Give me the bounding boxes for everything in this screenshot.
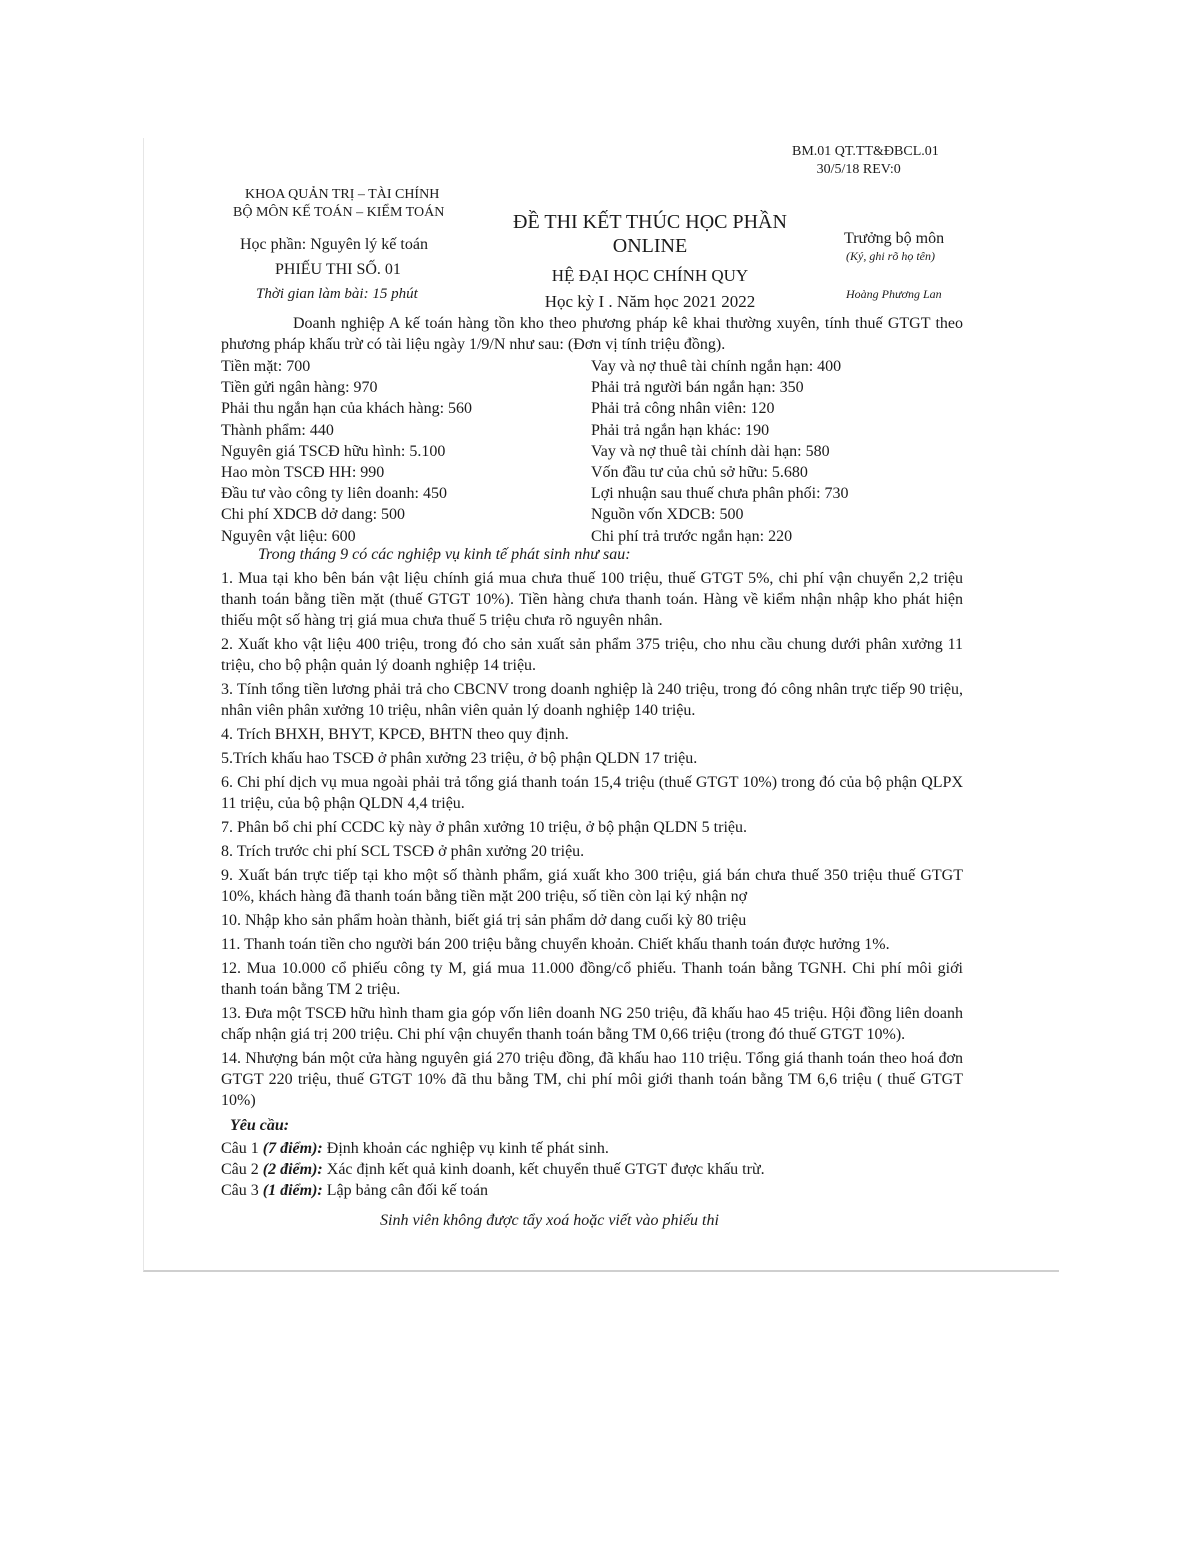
balance-item: Phải trả ngắn hạn khác: 190 [591,421,770,439]
department-name: BỘ MÔN KẾ TOÁN – KIỂM TOÁN [233,205,445,220]
operation-item: 6. Chi phí dịch vụ mua ngoài phải trả tổng giá thanh toán 15,4 triệu (thuế GTGT 10%) trong đó của bộ phận QLPX 11 triệu, của bộ phận QLDN 4,4 triệu. [221,774,963,812]
balance-item: Vay và nợ thuê tài chính dài hạn: 580 [591,442,830,460]
question-points: (1 điểm): [262,1182,323,1199]
question-item [221,1138,765,1159]
exam-duration: Thời gian làm bài: 15 phút [256,286,418,302]
question-label: Câu 1 [221,1140,259,1157]
balance-item: Chi phí trả trước ngắn hạn: 220 [591,527,793,545]
balance-item: Phải trả công nhân viên: 120 [591,400,775,418]
course-name: Học phần: Nguyên lý kế toán [240,236,428,253]
head-of-department-label: Trưởng bộ môn [844,230,945,247]
operation-item: 9. Xuất bán trực tiếp tại kho một số thành phẩm, giá xuất kho 300 triệu, giá bán chưa thuế 350 triệu thuế GTGT 10%, khách hàng đã thanh toán bằng tiền mặt 200 triệu, số tiền còn lại ký nhận nợ [221,867,963,905]
balance-item: Chi phí XDCB dở dang: 500 [221,506,406,524]
balance-item: Thành phẩm: 440 [221,421,334,439]
question-label: Câu 3 [221,1182,259,1199]
exam-sheet-number: PHIẾU THI SỐ. 01 [275,261,401,278]
exam-title [500,210,800,258]
balance-item: Tiền gửi ngân hàng: 970 [221,379,378,397]
requirements-title: Yêu cầu: [230,1117,290,1134]
balance-item: Vốn đầu tư của chủ sở hữu: 5.680 [591,464,808,482]
balance-item: Hao mòn TSCĐ HH: 990 [221,464,385,482]
opening-balances [221,356,963,547]
operation-item: 12. Mua 10.000 cổ phiếu công ty M, giá mua 11.000 đồng/cổ phiếu. Thanh toán bằng TGNH. Chi phí môi giới thanh toán bằng TM 2 triệu. [221,960,963,998]
question-label: Câu 2 [221,1161,259,1178]
operation-item: 8. Trích trước chi phí SCL TSCĐ ở phân xưởng 20 triệu. [221,843,585,860]
balance-item: Vay và nợ thuê tài chính ngắn hạn: 400 [591,358,842,375]
faculty-name: KHOA QUẢN TRỊ – TÀI CHÍNH [245,187,440,202]
document-code-line: BM.01 QT.TT&ĐBCL.01 [792,144,939,159]
education-system: HỆ ĐẠI HỌC CHÍNH QUY [551,266,749,285]
balance-item: Đầu tư vào công ty liên doanh: 450 [221,485,447,503]
operation-item: 1. Mua tại kho bên bán vật liệu chính giá mua chưa thuế 100 triệu, thuế GTGT 5%, chi phí vận chuyển 2,2 triệu thanh toán bằng tiền mặt (thuế GTGT 10%). Tiền hàng chưa thanh toán. Hàng về kiểm nhận nhập kho phát hiện thiếu một số hàng trị giá mua chưa thuế 5 triệu chưa rõ nguyên nhân. [221,570,963,629]
document-revision-line: 30/5/18 REV:0 [816,162,901,177]
exam-title-line: ĐỀ THI KẾT THÚC HỌC PHẦN [513,211,787,233]
question-points: (7 điểm): [262,1140,323,1157]
balance-item: Phải thu ngắn hạn của khách hàng: 560 [221,400,473,418]
balance-item: Nguồn vốn XDCB: 500 [591,506,744,524]
operations-intro: Trong tháng 9 có các nghiệp vụ kinh tế phát sinh như sau: [258,546,631,563]
question-text: Định khoản các nghiệp vụ kinh tế phát sinh. [326,1140,609,1157]
signature-note: (Ký, ghi rõ họ tên) [846,249,935,263]
operation-item: 5.Trích khấu hao TSCĐ ở phân xưởng 23 triệu, ở bộ phận QLDN 17 triệu. [221,750,698,767]
questions-list [221,1138,765,1201]
question-text: Xác định kết quả kinh doanh, kết chuyển thuế GTGT được khấu trừ. [326,1161,765,1178]
exam-title-line: ONLINE [612,235,688,257]
faculty-block [233,186,445,222]
head-of-department-name: Hoàng Phương Lan [846,287,942,301]
problem-intro: Doanh nghiệp A kế toán hàng tồn kho theo phương pháp kê khai thường xuyên, tính thuế GTGT theo phương pháp khấu trừ có tài liệu ngày 1/9/N như sau: (Đơn vị tính triệu đồng). [221,315,963,353]
operation-item: 10. Nhập kho sản phẩm hoàn thành, biết giá trị sản phẩm dở dang cuối kỳ 80 triệu [221,912,747,929]
operation-item: 13. Đưa một TSCĐ hữu hình tham gia góp vốn liên doanh NG 250 triệu, đã khấu hao 45 triệu. Hội đồng liên doanh chấp nhận giá trị 200 triệu. Chi phí vận chuyển thanh toán bằng TM 0,66 triệu (trong đó thuế GTGT 10%). [221,1005,963,1043]
operations-list [221,568,963,1114]
document-code [792,143,939,179]
operation-item: 2. Xuất kho vật liệu 400 triệu, trong đó cho sản xuất sản phẩm 375 triệu, cho nhu cầu chung dưới phân xưởng 11 triệu, cho bộ phận quản lý doanh nghiệp 14 triệu. [221,636,963,674]
operation-item: 7. Phân bổ chi phí CCDC kỳ này ở phân xưởng 10 triệu, ở bộ phận QLDN 5 triệu. [221,819,747,836]
balance-item: Tiền mặt: 700 [221,358,311,375]
semester: Học kỳ I . Năm học 2021 2022 [544,292,756,311]
balance-item: Nguyên giá TSCĐ hữu hình: 5.100 [221,442,446,460]
balance-item: Phải trả người bán ngắn hạn: 350 [591,379,804,397]
question-item [221,1180,765,1201]
question-item [221,1159,765,1180]
balance-item: Lợi nhuận sau thuế chưa phân phối: 730 [591,485,849,503]
operation-item: 3. Tính tổng tiền lương phải trả cho CBCNV trong doanh nghiệp là 240 triệu, trong đó công nhân trực tiếp 90 triệu, nhân viên phân xưởng 10 triệu, nhân viên quản lý doanh nghiệp 140 triệu. [221,681,963,719]
operation-item: 11. Thanh toán tiền cho người bán 200 triệu bằng chuyển khoản. Chiết khấu thanh toán được hưởng 1%. [221,936,890,953]
balance-item: Nguyên vật liệu: 600 [221,527,356,545]
footer-note: Sinh viên không được tẩy xoá hoặc viết vào phiếu thi [380,1212,719,1229]
question-points: (2 điểm): [262,1161,323,1178]
operation-item: 4. Trích BHXH, BHYT, KPCĐ, BHTN theo quy định. [221,726,569,743]
question-text: Lập bảng cân đối kế toán [326,1182,489,1199]
operation-item: 14. Nhượng bán một cửa hàng nguyên giá 270 triệu đồng, đã khấu hao 110 triệu. Tổng giá thanh toán theo hoá đơn GTGT 220 triệu, thuế GTGT 10% đã thu bằng TM, chi phí môi giới thanh toán bằng TM 6,6 triệu ( thuế GTGT 10%) [221,1050,963,1109]
